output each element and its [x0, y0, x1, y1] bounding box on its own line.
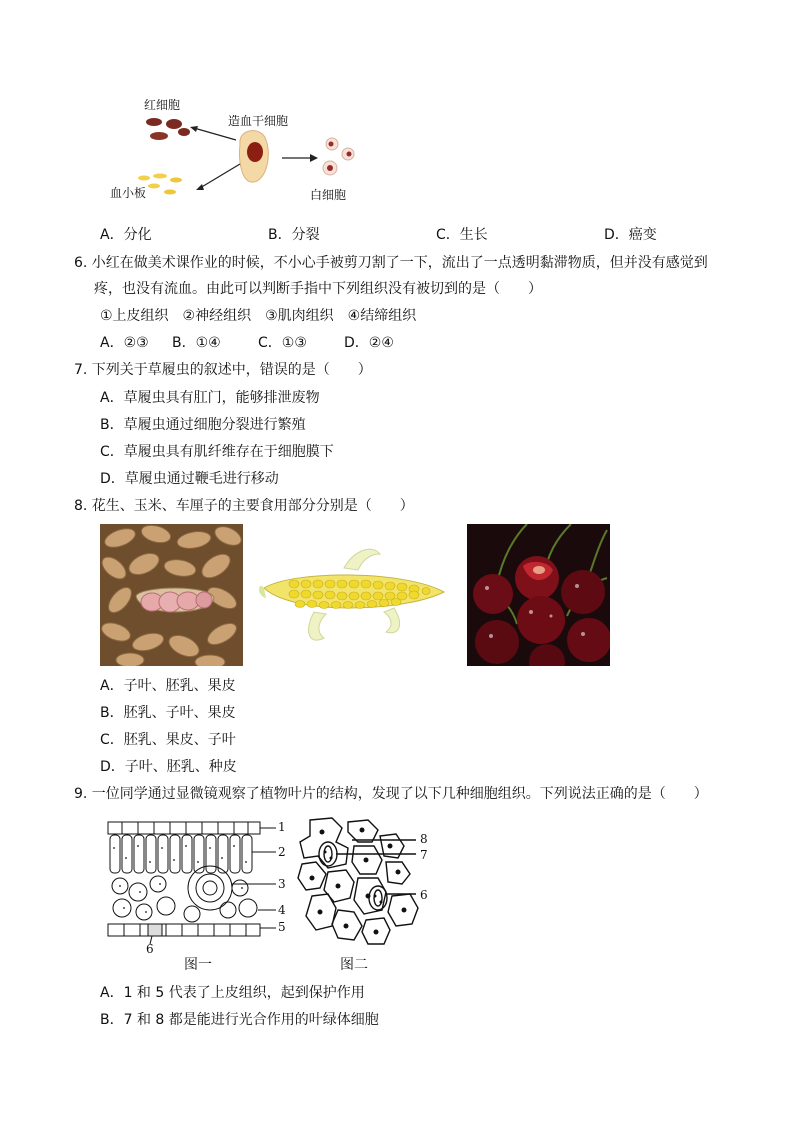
q7-option-d: D．草履虫通过鞭毛进行移动	[100, 471, 279, 487]
leaf-cross-section-figure	[100, 818, 300, 960]
fig2-number-7: 7	[420, 848, 428, 862]
cherry-image	[467, 524, 610, 666]
q7-stem: 7. 下列关于草履虫的叙述中，错误的是（ ）	[74, 362, 372, 378]
q9-stem: 9. 一位同学通过显微镜观察了植物叶片的结构，发现了以下几种细胞组织。下列说法正确的是（ ）	[74, 786, 708, 802]
q8-option-d: D．子叶、胚乳、种皮	[100, 759, 237, 775]
q8-stem: 8. 花生、玉米、车厘子的主要食用部分分别是（ ）	[74, 498, 414, 514]
platelet-label: 血小板	[110, 186, 147, 200]
fig1-number-2: 2	[278, 845, 286, 859]
peanut-image	[100, 524, 243, 666]
q7-option-c: C．草履虫具有肌纤维存在于细胞膜下	[100, 444, 334, 460]
fig2-caption: 图二	[340, 957, 368, 973]
q5-figure	[110, 92, 370, 207]
q9-option-b: B．7 和 8 都是能进行光合作用的叶绿体细胞	[100, 1012, 379, 1028]
fig1-number-1: 1	[278, 820, 286, 834]
fig1-number-5: 5	[278, 920, 286, 934]
q5-option-a: A．分化	[100, 227, 152, 243]
q6-stem-line1: 6. 小红在做美术课作业的时候，不小心手被剪刀割了一下，流出了一点透明黏滞物质，但并没有感觉到	[74, 255, 708, 271]
fig1-number-6: 6	[146, 942, 154, 956]
q7-option-b: B．草履虫通过细胞分裂进行繁殖	[100, 417, 306, 433]
q5-option-d: D．癌变	[604, 227, 657, 243]
fig2-number-8: 8	[420, 832, 428, 846]
blood-cell-diagram	[130, 92, 370, 207]
q6-option-b: B．①④	[172, 335, 221, 351]
fig1-number-3: 3	[278, 877, 286, 891]
q6-option-d: D．②④	[344, 335, 394, 351]
red-cell-label: 红细胞	[144, 98, 181, 112]
q6-option-c: C．①③	[258, 335, 307, 351]
q8-option-b: B．胚乳、子叶、果皮	[100, 705, 236, 721]
q8-option-c: C．胚乳、果皮、子叶	[100, 732, 236, 748]
q8-option-a: A．子叶、胚乳、果皮	[100, 678, 236, 694]
q5-option-c: C．生长	[436, 227, 488, 243]
epidermis-stomata-figure	[292, 812, 442, 952]
q6-items: ①上皮组织 ②神经组织 ③肌肉组织 ④结缔组织	[100, 308, 417, 324]
white-cell-label: 白细胞	[310, 188, 347, 202]
q5-option-b: B．分裂	[268, 227, 320, 243]
stem-cell-label: 造血干细胞	[228, 114, 289, 128]
corn-image	[254, 540, 448, 652]
fig1-caption: 图一	[184, 957, 212, 973]
q6-stem-line2: 疼，也没有流血。由此可以判断手指中下列组织没有被切到的是（ ）	[94, 281, 542, 297]
q7-option-a: A．草履虫具有肛门，能够排泄废物	[100, 390, 320, 406]
fig1-number-4: 4	[278, 903, 286, 917]
q6-option-a: A．②③	[100, 335, 149, 351]
q9-option-a: A．1 和 5 代表了上皮组织，起到保护作用	[100, 985, 365, 1001]
fig2-number-6: 6	[420, 888, 428, 902]
